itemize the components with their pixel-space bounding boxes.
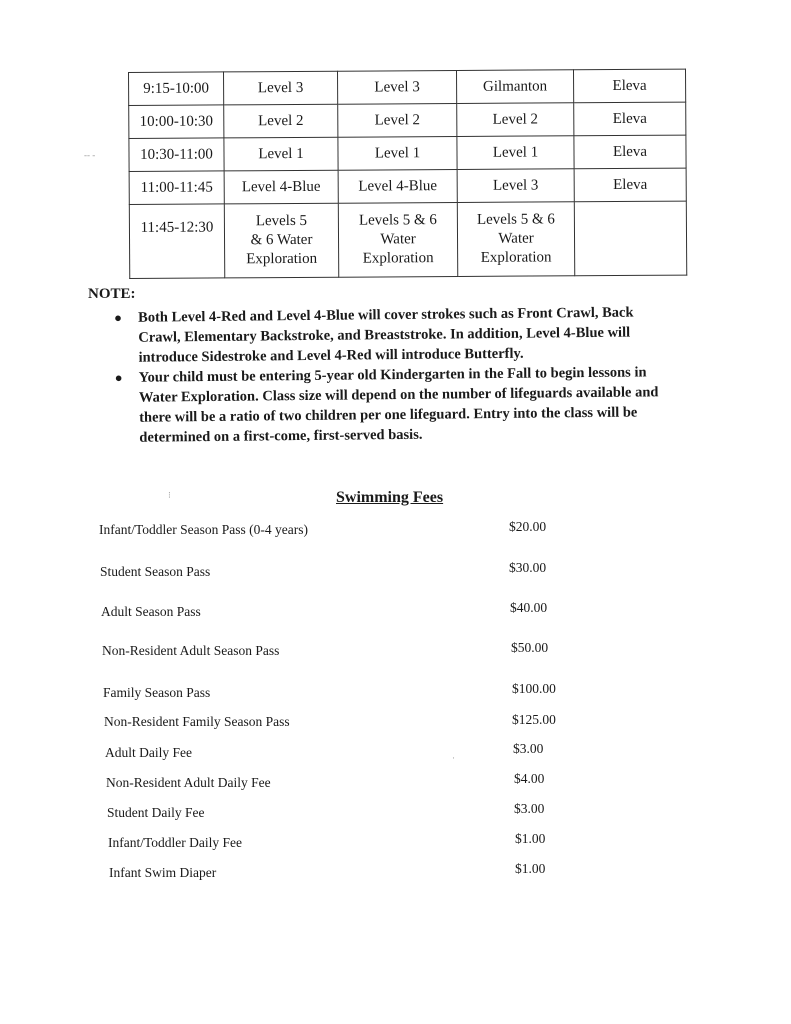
note-item <box>113 362 674 448</box>
table-cell: Level 4-Blue <box>224 170 338 204</box>
time-cell: 11:00-11:45 <box>129 171 224 205</box>
fee-row <box>0 681 791 705</box>
time-cell: 10:30-11:00 <box>129 138 224 172</box>
cell-line: Levels 5 & 6 <box>476 211 555 228</box>
cell-line: Water <box>498 230 534 247</box>
table-cell <box>574 201 686 276</box>
table-cell: Eleva <box>574 102 686 136</box>
fee-price: $3.00 <box>513 741 544 756</box>
fee-label: Non-Resident Family Season Pass <box>104 714 290 729</box>
fee-row <box>0 771 791 795</box>
table-cell: Eleva <box>573 69 685 103</box>
fee-price: $125.00 <box>512 712 556 727</box>
table-row <box>129 69 686 105</box>
fee-row <box>0 741 791 765</box>
fee-price: $1.00 <box>515 831 546 846</box>
note-list <box>112 302 673 448</box>
table-row <box>129 102 686 138</box>
time-cell: 11:45-12:30 <box>129 204 224 279</box>
cell-line: Exploration <box>480 249 552 266</box>
fee-label: Non-Resident Adult Daily Fee <box>106 775 271 790</box>
cell-line: Levels 5 <box>255 212 308 230</box>
note-text: Your child must be entering 5-year old Kindergarten in the Fall to begin lessons in Water Exploration. Class size will depend on the number of lifeguards available and there will be a ratio of two children per one lifeguard. Entry into the class will be determined on a first-come, first-served basis. <box>138 364 659 446</box>
fee-price: $4.00 <box>514 771 545 786</box>
table-cell <box>457 202 574 277</box>
cell-line: Levels 5 & 6 <box>358 212 437 229</box>
table-cell: Level 3 <box>224 71 338 105</box>
table-cell: Level 3 <box>457 169 574 203</box>
time-cell: 10:00-10:30 <box>129 105 224 139</box>
cell-line: Water <box>380 231 416 248</box>
time-cell: 9:15-10:00 <box>129 72 224 106</box>
table-row <box>129 135 686 171</box>
fee-row <box>0 519 791 542</box>
fee-row <box>0 714 791 734</box>
table-cell: Gilmanton <box>456 70 573 104</box>
fee-row <box>0 560 791 584</box>
cell-line: Exploration <box>246 250 318 268</box>
fees-title: Swimming Fees <box>336 489 444 506</box>
fee-label: Non-Resident Adult Season Pass <box>102 643 280 658</box>
note-text: Both Level 4-Red and Level 4-Blue will cover strokes such as Front Crawl, Back Crawl, Elementary Backstroke, and Breaststroke. In addition, Level 4-Blue will introduce Sidestroke and Level 4-Red will introduce Butterfly. <box>138 304 634 366</box>
fee-label: Infant Swim Diaper <box>109 865 217 880</box>
table-row <box>129 201 686 278</box>
table-cell: Level 2 <box>224 104 338 138</box>
fee-label: Student Season Pass <box>100 564 211 579</box>
note-item <box>112 302 673 368</box>
fee-price: $40.00 <box>510 600 548 615</box>
table-cell: Level 2 <box>338 103 457 137</box>
bullet-icon: ● <box>114 369 123 385</box>
fee-price: $50.00 <box>511 640 549 655</box>
fee-price: $1.00 <box>515 861 546 876</box>
table-row <box>129 168 686 204</box>
lesson-schedule-table <box>128 69 687 279</box>
fee-price: $30.00 <box>509 560 547 575</box>
note-heading: NOTE: <box>88 286 136 302</box>
fee-row <box>0 801 791 825</box>
table-cell <box>224 203 338 278</box>
fee-label: Family Season Pass <box>103 685 211 700</box>
fee-price: $20.00 <box>509 519 547 534</box>
scan-speck: -- - <box>84 150 96 160</box>
cell-line: & 6 Water <box>250 231 313 249</box>
table-cell <box>338 202 457 277</box>
fee-row <box>0 861 791 885</box>
table-cell: Level 4-Blue <box>338 169 457 203</box>
fee-label: Student Daily Fee <box>107 805 205 820</box>
fee-label: Infant/Toddler Season Pass (0-4 years) <box>99 522 308 537</box>
table-cell: Level 1 <box>338 136 457 170</box>
table-cell: Level 3 <box>337 70 456 104</box>
cell-line: Exploration <box>362 250 434 267</box>
table-cell: Level 2 <box>457 103 574 137</box>
table-cell: Level 1 <box>224 137 338 171</box>
fee-price: $100.00 <box>512 681 556 696</box>
fee-row <box>0 600 791 624</box>
fee-row <box>0 640 791 663</box>
table-cell: Level 1 <box>457 136 574 170</box>
table-cell: Eleva <box>574 135 686 169</box>
scan-speck: ⁝ <box>168 490 171 500</box>
fee-price: $3.00 <box>514 801 545 816</box>
table-cell: Eleva <box>574 168 686 202</box>
bullet-icon: ● <box>114 309 123 325</box>
scan-speck: · <box>452 753 455 763</box>
fee-label: Adult Daily Fee <box>105 745 192 760</box>
fee-label: Adult Season Pass <box>101 604 201 619</box>
fee-row <box>0 831 791 855</box>
fee-label: Infant/Toddler Daily Fee <box>108 835 243 850</box>
